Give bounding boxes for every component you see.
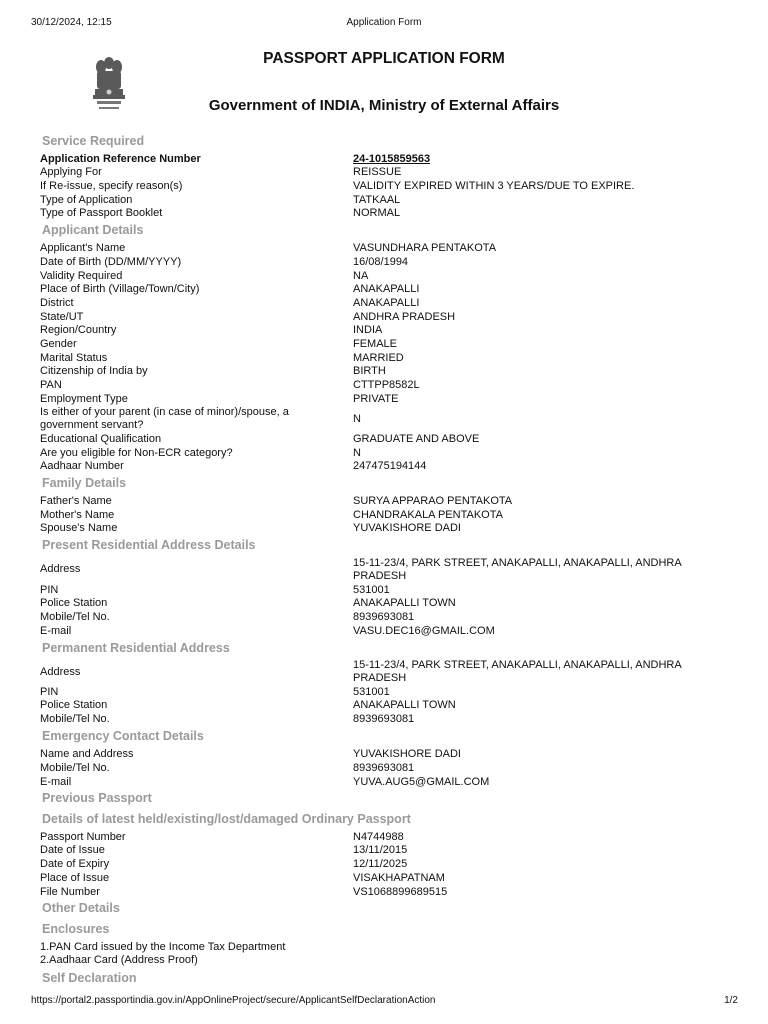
section-emergency-heading: Emergency Contact Details <box>42 729 204 743</box>
applicant-label: Validity Required <box>40 270 123 282</box>
applicant-label: Applicant's Name <box>40 242 126 254</box>
print-url: https://portal2.passportindia.gov.in/AppOnlineProject/secure/ApplicantSelfDeclarationAction <box>31 995 436 1006</box>
applicant-value: ANDHRA PRADESH <box>353 311 456 323</box>
applicant-label: Citizenship of India by <box>40 365 148 377</box>
form-subtitle: Government of INDIA, Ministry of External Affairs <box>208 97 560 114</box>
applicant-label: Educational Qualification <box>40 433 162 445</box>
permanent-address-value: 15-11-23/4, PARK STREET, ANAKAPALLI, ANAKAPALLI, ANDHRA PRADESH <box>353 659 682 684</box>
section-latest-passport-heading: Details of latest held/existing/lost/damaged Ordinary Passport <box>42 812 411 826</box>
applicant-label: Aadhaar Number <box>40 460 124 472</box>
section-present-address-heading: Present Residential Address Details <box>42 538 256 552</box>
section-other-heading: Other Details <box>42 901 120 915</box>
enclosure-item: 2.Aadhaar Card (Address Proof) <box>40 954 198 966</box>
present-address-value: 8939693081 <box>353 611 415 623</box>
section-applicant-heading: Applicant Details <box>42 223 144 237</box>
emergency-value: YUVAKISHORE DADI <box>353 748 461 760</box>
applicant-value: VASUNDHARA PENTAKOTA <box>353 242 497 254</box>
passport-label: Date of Issue <box>40 844 105 856</box>
passport-value: N4744988 <box>353 831 404 843</box>
applicant-label: Place of Birth (Village/Town/City) <box>40 283 200 295</box>
enclosure-item: 1.PAN Card issued by the Income Tax Department <box>40 941 286 953</box>
service-label: Type of Application <box>40 194 133 206</box>
service-value: NORMAL <box>353 207 401 219</box>
applicant-value: CTTPP8582L <box>353 379 420 391</box>
emergency-value: 8939693081 <box>353 762 415 774</box>
applicant-label: PAN <box>40 379 62 391</box>
applicant-label: District <box>40 297 74 309</box>
applicant-value: 16/08/1994 <box>353 256 409 268</box>
applicant-value: N <box>353 447 361 459</box>
permanent-address-label: Mobile/Tel No. <box>40 713 110 725</box>
section-family-heading: Family Details <box>42 476 127 490</box>
family-value: CHANDRAKALA PENTAKOTA <box>353 509 503 521</box>
emergency-label: E-mail <box>40 776 72 788</box>
permanent-address-label: Police Station <box>40 699 108 711</box>
present-address-label: E-mail <box>40 625 72 637</box>
print-page-title: Application Form <box>346 17 422 28</box>
applicant-label: Region/Country <box>40 324 117 336</box>
permanent-address-label: Address <box>40 666 81 678</box>
present-address-label: PIN <box>40 584 59 596</box>
permanent-address-value: 8939693081 <box>353 713 415 725</box>
applicant-value: BIRTH <box>353 365 386 377</box>
permanent-address-value: 531001 <box>353 686 390 698</box>
service-label: If Re-issue, specify reason(s) <box>40 180 183 192</box>
service-value: 24-1015859563 <box>353 153 431 165</box>
section-self-declaration-heading: Self Declaration <box>42 971 137 985</box>
passport-value: 12/11/2025 <box>353 858 408 870</box>
applicant-label: State/UT <box>40 311 84 323</box>
family-label: Father's Name <box>40 495 112 507</box>
passport-value: 13/11/2015 <box>353 844 408 856</box>
section-service-heading: Service Required <box>42 134 145 148</box>
service-value: REISSUE <box>353 166 402 178</box>
applicant-value: MARRIED <box>353 352 404 364</box>
form-title: PASSPORT APPLICATION FORM <box>263 50 505 67</box>
applicant-label: Employment Type <box>40 393 128 405</box>
applicant-value: GRADUATE AND ABOVE <box>353 433 480 445</box>
passport-label: Place of Issue <box>40 872 110 884</box>
applicant-label: Date of Birth (DD/MM/YYYY) <box>40 256 182 268</box>
applicant-label: Are you eligible for Non-ECR category? <box>40 447 233 459</box>
service-value: VALIDITY EXPIRED WITHIN 3 YEARS/DUE TO EXPIRE. <box>353 180 635 192</box>
family-value: SURYA APPARAO PENTAKOTA <box>353 495 513 507</box>
emergency-value: YUVA.AUG5@GMAIL.COM <box>353 776 490 788</box>
present-address-label: Police Station <box>40 597 108 609</box>
section-previous-passport-heading: Previous Passport <box>42 791 152 805</box>
applicant-value: INDIA <box>353 324 383 336</box>
service-label: Applying For <box>40 166 102 178</box>
present-address-value: 15-11-23/4, PARK STREET, ANAKAPALLI, ANAKAPALLI, ANDHRA PRADESH <box>353 557 682 582</box>
service-value: TATKAAL <box>353 194 401 206</box>
family-value: YUVAKISHORE DADI <box>353 522 461 534</box>
print-page-number: 1/2 <box>724 995 738 1006</box>
applicant-value: 247475194144 <box>353 460 427 472</box>
permanent-address-value: ANAKAPALLI TOWN <box>353 699 456 711</box>
passport-value: VISAKHAPATNAM <box>353 872 445 884</box>
service-label: Application Reference Number <box>40 153 201 165</box>
present-address-value: 531001 <box>353 584 390 596</box>
passport-value: VS1068899689515 <box>353 886 448 898</box>
passport-label: File Number <box>40 886 100 898</box>
present-address-value: ANAKAPALLI TOWN <box>353 597 456 609</box>
service-label: Type of Passport Booklet <box>40 207 163 219</box>
applicant-label: Marital Status <box>40 352 108 364</box>
family-label: Spouse's Name <box>40 522 118 534</box>
present-address-label: Address <box>40 563 81 575</box>
applicant-value: PRIVATE <box>353 393 399 405</box>
applicant-value: NA <box>353 270 369 282</box>
emergency-label: Mobile/Tel No. <box>40 762 110 774</box>
present-address-label: Mobile/Tel No. <box>40 611 110 623</box>
applicant-value: FEMALE <box>353 338 398 350</box>
present-address-value: VASU.DEC16@GMAIL.COM <box>353 625 495 637</box>
applicant-value: ANAKAPALLI <box>353 297 420 309</box>
permanent-address-label: PIN <box>40 686 59 698</box>
applicant-value: N <box>353 413 361 425</box>
applicant-label: Is either of your parent (in case of minor)/spouse, a government servant? <box>40 406 289 431</box>
section-permanent-address-heading: Permanent Residential Address <box>42 641 230 655</box>
family-label: Mother's Name <box>40 509 115 521</box>
emergency-label: Name and Address <box>40 748 134 760</box>
passport-label: Date of Expiry <box>40 858 110 870</box>
print-datetime: 30/12/2024, 12:15 <box>31 17 112 28</box>
applicant-value: ANAKAPALLI <box>353 283 420 295</box>
section-enclosures-heading: Enclosures <box>42 922 110 936</box>
passport-label: Passport Number <box>40 831 126 843</box>
applicant-label: Gender <box>40 338 77 350</box>
